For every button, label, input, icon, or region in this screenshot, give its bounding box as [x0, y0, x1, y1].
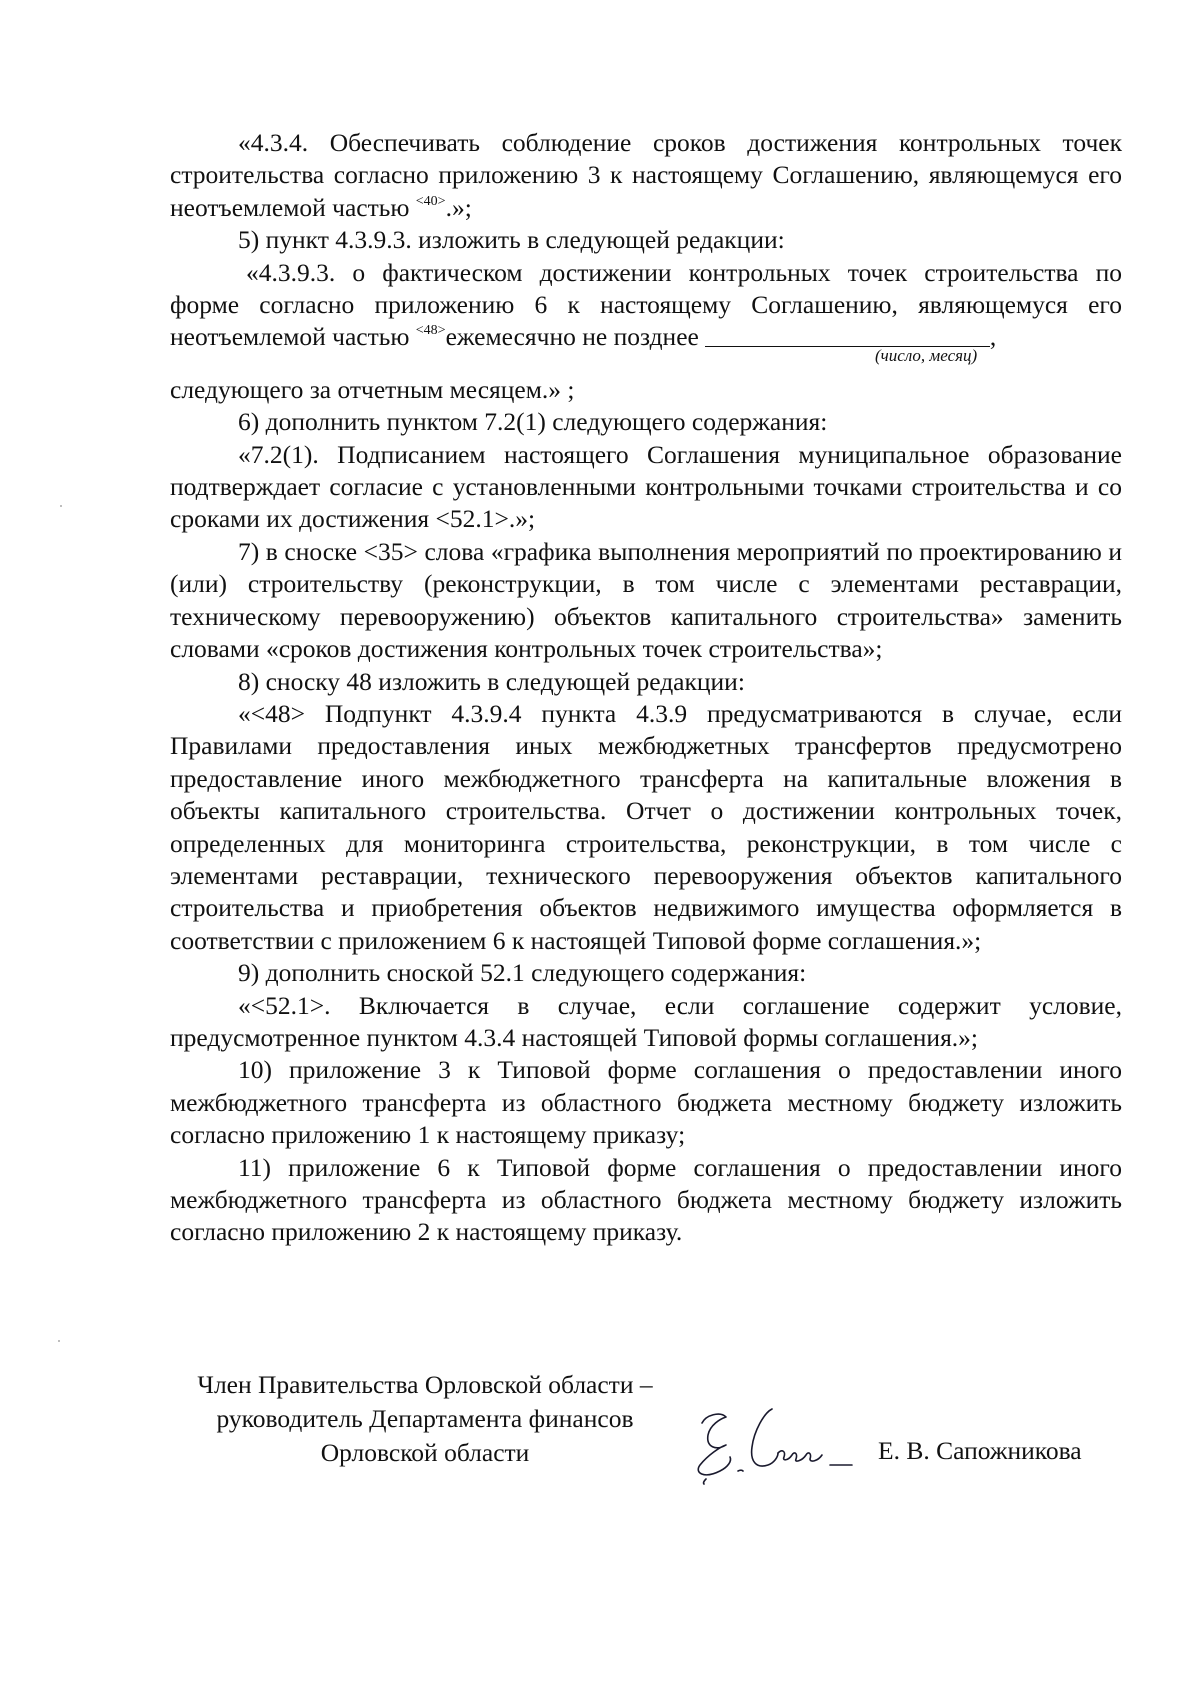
caption-row	[170, 345, 1122, 374]
signer-position-line-3: Орловской области	[320, 1438, 530, 1467]
footnote-ref-48: <48>	[415, 323, 446, 339]
item-5: 5) пункт 4.3.9.3. изложить в следующей редакции:	[238, 225, 785, 255]
footnote-48-text: «<48> Подпункт 4.3.9.4 пункта 4.3.9 предусматриваются в случае, если Правилами предоставления иных межбюджетных трансфертов предусмотрено предоставление иного межбюджетного трансферта на капитальные вложения в объекты капитального строительства. Отчет о достижении контрольных точек, определенных для мониторинга строительства, реконструкции, в том числе с элементами реставрации, технического перевооружения объектов капитального строительства и приобретения объектов недвижимого имущества оформляется в соответствии с приложением 6 к настоящей Типовой форме соглашения.»;	[170, 698, 1122, 955]
footnote-ref-40: <40>	[415, 193, 446, 209]
item-10: 10) приложение 3 к Типовой форме соглашения о предоставлении иного межбюджетного трансферта из областного бюджета местному бюджету изложить согласно приложению 1 к настоящему приказу;	[170, 1055, 1122, 1150]
item-9: 9) дополнить сноской 52.1 следующего содержания:	[238, 958, 807, 988]
blank-trailing-comma: ,	[989, 322, 997, 352]
item-8: 8) сноску 48 изложить в следующей редакции:	[238, 666, 745, 696]
item-7: 7) в сноске <35> слова «графика выполнения мероприятий по проектированию и (или) строительству (реконструкции, в том числе с элементами реставрации, техническому перевооружению) объектов капитального строительства» заменить словами «сроков достижения контрольных точек строительства»;	[170, 536, 1122, 664]
paragraph-7-2-1: «7.2(1). Подписанием настоящего Соглашения муниципальное образование подтверждает согласие с установленными контрольными точками строительства и со сроками их достижения <52.1>.»;	[170, 439, 1122, 534]
paragraph-4-3-9-3: «4.3.9.3. о фактическом достижении контрольных точек строительства по форме согласно приложению 6 к настоящему Соглашению, являющемуся его неотъемлемой частью $^{<48>}$ежемесячно не позднее ,	[170, 257, 1122, 352]
signer-position-line-1: Член Правительства Орловской области –	[197, 1370, 653, 1399]
item-6: 6) дополнить пунктом 7.2(1) следующего содержания:	[238, 407, 828, 437]
paragraph-4-3-4: «4.3.4. Обеспечивать соблюдение сроков достижения контрольных точек строительства согласно приложению 3 к настоящему Соглашению, являющемуся его неотъемлемой частью $^{<40>}$.»;	[170, 128, 1122, 222]
signature-title-block	[160, 1368, 690, 1470]
signer-name: Е. В. Сапожникова	[878, 1436, 1082, 1465]
document-body	[170, 127, 1122, 1249]
date-caption: (число, месяц)	[875, 345, 978, 365]
scan-speck	[60, 505, 62, 507]
date-blank-line	[705, 326, 990, 347]
paragraph-4-3-9-3-end: следующего за отчетным месяцем.» ;	[170, 374, 575, 404]
handwritten-signature	[680, 1395, 860, 1485]
scan-speck	[58, 1340, 60, 1342]
signer-position-line-2: руководитель Департамента финансов	[216, 1404, 634, 1433]
item-11: 11) приложение 6 к Типовой форме соглашения о предоставлении иного межбюджетного трансферта из областного бюджета местному бюджету изложить согласно приложению 2 к настоящему приказу.	[170, 1152, 1122, 1247]
footnote-52-1-text: «<52.1>. Включается в случае, если соглашение содержит условие, предусмотренное пунктом 4.3.4 настоящей Типовой формы соглашения.»;	[170, 990, 1122, 1052]
